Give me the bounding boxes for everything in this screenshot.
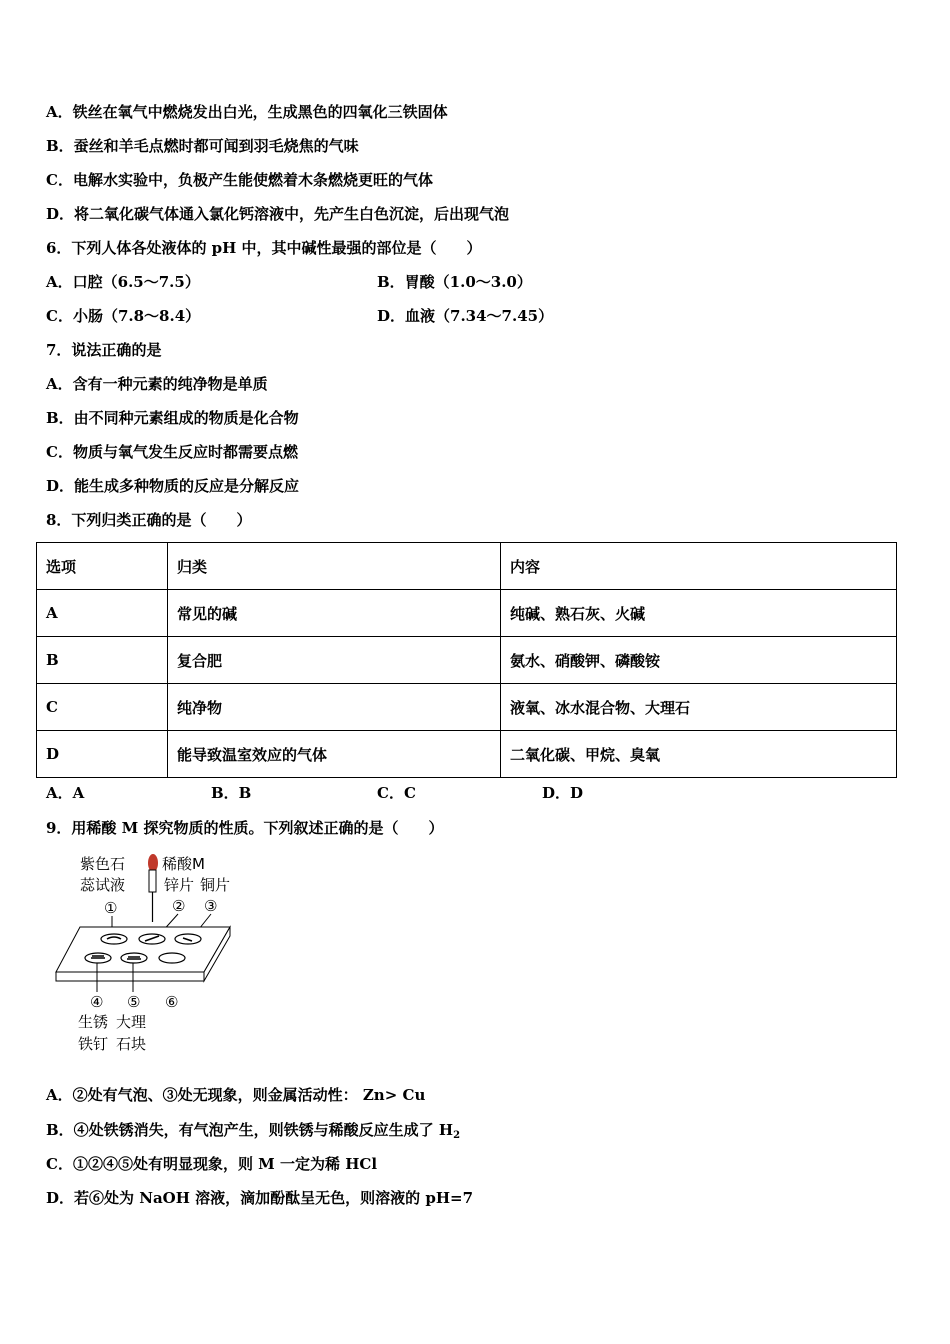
q5-option-b: B．蚕丝和羊毛点燃时都可闻到羽毛烧焦的气味 [46,137,359,155]
q9-stem: 9．用稀酸 M 探究物质的性质。下列叙述正确的是（ ） [46,819,444,837]
table-cell: 能导致温室效应的气体 [168,731,501,778]
q8-option-a: A．A [46,784,85,802]
spot-plate-figure [52,850,242,1060]
table-cell: C [37,684,168,731]
q6-option-b: B．胃酸（1.0～3.0） [377,273,532,291]
q9-option-b-subscript: 2 [453,1130,461,1141]
table-header-row [37,543,897,590]
label-marble-2: 石块 [116,1035,147,1053]
label-copper: 铜片 [200,876,231,894]
table-header-cell: 选项 [37,543,168,590]
q8-stem: 8．下列归类正确的是（ ） [46,511,252,529]
q7-option-c: C．物质与氧气发生反应时都需要点燃 [46,443,298,461]
table-cell: 二氧化碳、甲烷、臭氧 [501,731,897,778]
number-3: ③ [204,897,218,915]
label-zinc: 锌片 [164,876,195,894]
q6-option-c: C．小肠（7.8～8.4） [46,307,201,325]
q8-option-b: B．B [211,784,252,802]
q8-option-d: D．D [542,784,584,802]
number-4: ④ [90,993,104,1011]
q9-option-d: D．若⑥处为 NaOH 溶液，滴加酚酞呈无色，则溶液的 pH=7 [46,1189,474,1207]
table-row [37,731,897,778]
q6-option-a: A．口腔（6.5～7.5） [46,273,200,291]
number-1: ① [104,899,118,917]
label-rust-2: 铁钉 [78,1035,109,1053]
q7-option-b: B．由不同种元素组成的物质是化合物 [46,409,299,427]
q9-option-b [46,1120,460,1146]
q9-option-b-text: B．④处铁锈消失，有气泡产生，则铁锈与稀酸反应生成了 H [46,1121,454,1139]
table-row [37,684,897,731]
table-cell: 氨水、硝酸钾、磷酸铵 [501,637,897,684]
number-5: ⑤ [127,993,141,1011]
label-marble-1: 大理 [116,1013,147,1031]
q6-option-d: D．血液（7.34～7.45） [377,307,554,325]
q5-option-a: A．铁丝在氧气中燃烧发出白光，生成黑色的四氧化三铁固体 [46,103,448,121]
dropper-icon [148,854,158,922]
label-acid: 稀酸M [162,855,205,873]
q8-option-c: C．C [377,784,416,802]
label-rust-1: 生锈 [78,1013,109,1031]
q7-option-d: D．能生成多种物质的反应是分解反应 [46,477,300,495]
table-row [37,637,897,684]
q6-stem: 6．下列人体各处液体的 pH 中，其中碱性最强的部位是（ ） [46,239,482,257]
table-cell: B [37,637,168,684]
label-litmus-1: 紫色石 [80,855,126,873]
q7-stem: 7．说法正确的是 [46,341,162,359]
q7-option-a: A．含有一种元素的纯净物是单质 [46,375,268,393]
classification-table [36,542,897,778]
q9-option-a: A．②处有气泡、③处无现象，则金属活动性： Zn> Cu [46,1086,426,1104]
table-cell: 液氧、冰水混合物、大理石 [501,684,897,731]
label-litmus-2: 蕊试液 [80,876,126,894]
table-cell: 常见的碱 [168,590,501,637]
table-cell: D [37,731,168,778]
table-cell: 纯碱、熟石灰、火碱 [501,590,897,637]
table-header-cell: 内容 [501,543,897,590]
q5-option-d: D．将二氧化碳气体通入氯化钙溶液中，先产生白色沉淀，后出现气泡 [46,205,510,223]
q5-option-c: C．电解水实验中，负极产生能使燃着木条燃烧更旺的气体 [46,171,433,189]
table-row [37,590,897,637]
table-header-cell: 归类 [168,543,501,590]
table-cell: 纯净物 [168,684,501,731]
q9-option-c: C．①②④⑤处有明显现象，则 M 一定为稀 HCl [46,1155,378,1173]
number-6: ⑥ [165,993,179,1011]
number-2: ② [172,897,186,915]
table-cell: 复合肥 [168,637,501,684]
table-cell: A [37,590,168,637]
